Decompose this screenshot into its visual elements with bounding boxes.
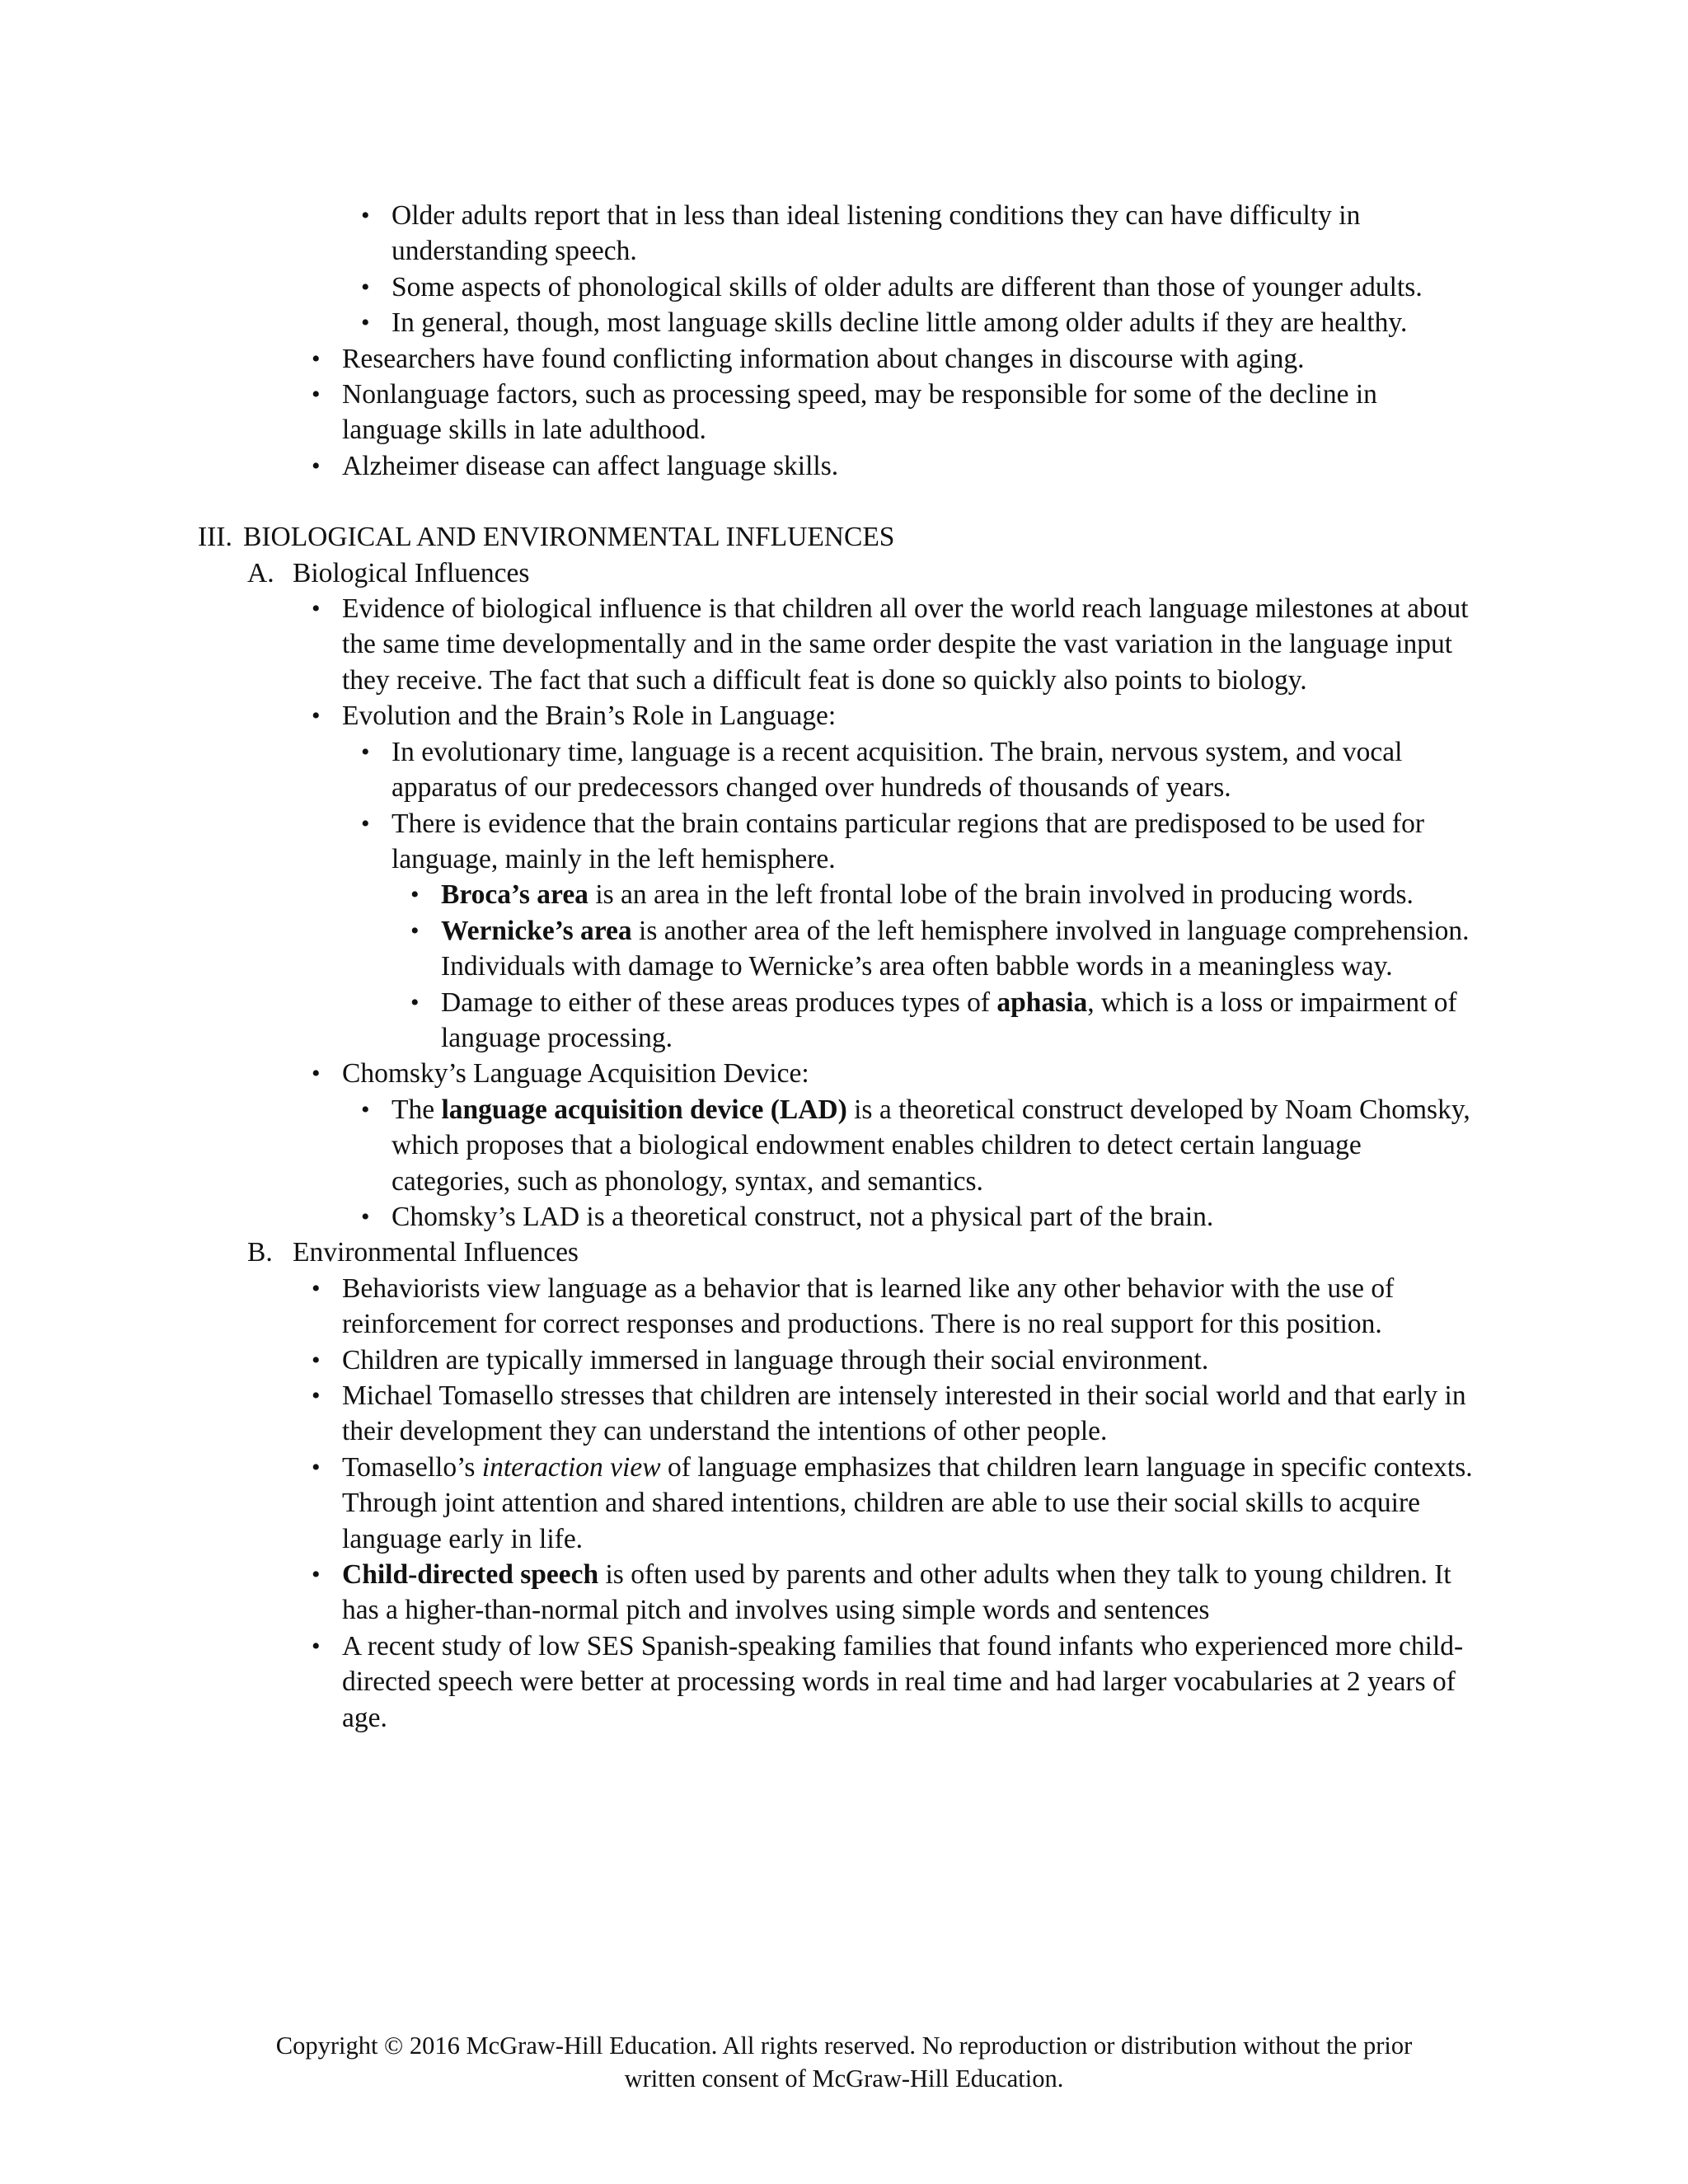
bullet-glyph: •	[312, 1346, 321, 1374]
bullet-glyph: •	[361, 1202, 370, 1230]
bullet-item-level-1	[198, 341, 1484, 377]
bullet-item-level-2	[198, 198, 1484, 269]
document-body	[198, 198, 1484, 1736]
key-term: language acquisition device (LAD)	[441, 1094, 847, 1125]
bullet-item-level-2	[198, 1199, 1484, 1235]
bullet-item-level-2	[198, 734, 1484, 806]
bullet-text: Some aspects of phonological skills of older adults are different than those of younger adults.	[392, 271, 1423, 302]
bullet-glyph: •	[312, 1060, 321, 1088]
bullet-glyph: •	[312, 702, 321, 730]
bullet-text: Nonlanguage factors, such as processing speed, may be responsible for some of the decline in language skills in late adulthood.	[342, 379, 1377, 446]
bullet-item-level-3	[198, 877, 1484, 912]
bullet-glyph: •	[312, 1453, 321, 1481]
bullet-text: is often used by parents and other adults when they talk to young children. It has a higher-than-normal pitch and involves using simple words and sentences	[342, 1559, 1451, 1626]
bullet-item-level-3	[198, 985, 1484, 1057]
bullet-text: Evolution and the Brain’s Role in Language:	[342, 701, 837, 732]
bullet-item-level-1	[198, 1557, 1484, 1629]
bullet-item-level-1	[198, 1343, 1484, 1378]
bullet-text: Chomsky’s LAD is a theoretical construct, not a physical part of the brain.	[392, 1201, 1214, 1232]
bullet-glyph: •	[312, 381, 321, 409]
bullet-text: A recent study of low SES Spanish-speaking families that found infants who experienced more child-directed speech were better at processing words in real time and had larger vocabularies at 2 years of age.	[342, 1630, 1464, 1733]
bullet-text: , which is a loss or impairment of language processing.	[441, 987, 1457, 1053]
bullet-text: Tomasello’s	[342, 1451, 482, 1483]
bullet-text: Older adults report that in less than ideal listening conditions they can have difficulty in understanding speech.	[392, 200, 1361, 267]
heading-text: Environmental Influences	[293, 1237, 579, 1268]
bullet-text: is another area of the left hemisphere involved in language comprehension. Individuals with damage to Wernicke’s area often babble words in a meaningless way.	[441, 915, 1470, 982]
bullet-item-level-1	[198, 1629, 1484, 1736]
bullet-item-level-1	[198, 377, 1484, 448]
bullet-glyph: •	[312, 1274, 321, 1302]
bullet-text: Behaviorists view language as a behavior that is learned like any other behavior with the use of reinforcement for correct responses and productions. There is no real support for this position.	[342, 1272, 1395, 1340]
heading-text: BIOLOGICAL AND ENVIRONMENTAL INFLUENCES	[243, 522, 895, 553]
outline-number: B.	[247, 1237, 273, 1268]
outline-number: A.	[247, 557, 274, 588]
bullet-glyph: •	[361, 1095, 370, 1123]
bullet-item-level-1	[198, 1450, 1484, 1557]
outline-number: III.	[198, 522, 232, 553]
key-term: aphasia	[996, 987, 1088, 1018]
copyright-footer	[0, 2029, 1688, 2095]
bullet-item-level-2	[198, 269, 1484, 305]
bullet-glyph: •	[312, 452, 321, 480]
bullet-text: The	[392, 1094, 442, 1125]
bullet-text: Children are typically immersed in language through their social environment.	[342, 1344, 1209, 1376]
key-term: Child-directed speech	[342, 1559, 599, 1591]
bullet-glyph: •	[361, 809, 370, 837]
footer-line-1: Copyright © 2016 McGraw-Hill Education. All rights reserved. No reproduction or distribution without the prior	[275, 2032, 1413, 2060]
bullet-glyph: •	[361, 309, 370, 337]
key-term: Wernicke’s area	[441, 915, 632, 946]
bullet-glyph: •	[312, 1632, 321, 1660]
section-gap	[198, 484, 1484, 519]
bullet-text: is a theoretical construct developed by Noam Chomsky, which proposes that a biological endowment enables children to detect certain language categories, such as phonology, syntax, and semantics.	[392, 1094, 1470, 1197]
bullet-glyph: •	[410, 881, 420, 909]
subsection-heading	[198, 1235, 1484, 1270]
bullet-text: Researchers have found conflicting information about changes in discourse with aging.	[342, 343, 1305, 374]
bullet-text: In evolutionary time, language is a recent acquisition. The brain, nervous system, and vocal apparatus of our predecessors changed over hundreds of thousands of years.	[392, 736, 1403, 804]
bullet-text: of language emphasizes that children learn language in specific contexts. Through joint attention and shared intentions, children are able to use their social skills to acquire language early in life.	[342, 1451, 1473, 1554]
bullet-glyph: •	[410, 916, 420, 944]
bullet-item-level-1	[198, 1378, 1484, 1450]
footer-line-2: written consent of McGraw-Hill Education.	[624, 2064, 1064, 2093]
bullet-text: Evidence of biological influence is that children all over the world reach language milestones at about the same time developmentally and in the same order despite the vast variation in the language input they receive. The fact that such a difficult feat is done so quickly also points to biology.	[342, 593, 1469, 696]
bullet-text: is an area in the left frontal lobe of the brain involved in producing words.	[588, 879, 1414, 911]
bullet-item-level-3	[198, 913, 1484, 985]
bullet-glyph: •	[312, 1561, 321, 1589]
bullet-glyph: •	[312, 344, 321, 373]
bullet-glyph: •	[361, 738, 370, 766]
bullet-item-level-1	[198, 1271, 1484, 1343]
bullet-text: Damage to either of these areas produces types of	[441, 987, 997, 1018]
bullet-text: In general, though, most language skills decline little among older adults if they are healthy.	[392, 307, 1408, 339]
bullet-glyph: •	[312, 595, 321, 623]
bullet-item-level-1	[198, 448, 1484, 484]
bullet-glyph: •	[361, 202, 370, 229]
bullet-item-level-2	[198, 806, 1484, 878]
bullet-text: Chomsky’s Language Acquisition Device:	[342, 1058, 809, 1090]
bullet-item-level-2	[198, 305, 1484, 340]
section-heading	[198, 519, 1484, 555]
bullet-text: There is evidence that the brain contains particular regions that are predisposed to be used for language, mainly in the left hemisphere.	[392, 808, 1424, 874]
bullet-item-level-1	[198, 698, 1484, 733]
bullet-glyph: •	[312, 1382, 321, 1409]
bullet-text: Michael Tomasello stresses that children are intensely interested in their social world and that early in their development they can understand the intentions of other people.	[342, 1380, 1466, 1447]
key-term: Broca’s area	[441, 879, 588, 911]
bullet-text: Alzheimer disease can affect language skills.	[342, 450, 839, 481]
bullet-item-level-2	[198, 1092, 1484, 1199]
heading-text: Biological Influences	[293, 557, 530, 588]
bullet-item-level-1	[198, 1056, 1484, 1091]
emphasis-term: interaction view	[481, 1451, 661, 1483]
bullet-glyph: •	[361, 273, 370, 301]
subsection-heading	[198, 555, 1484, 591]
bullet-item-level-1	[198, 591, 1484, 698]
bullet-glyph: •	[410, 988, 420, 1016]
